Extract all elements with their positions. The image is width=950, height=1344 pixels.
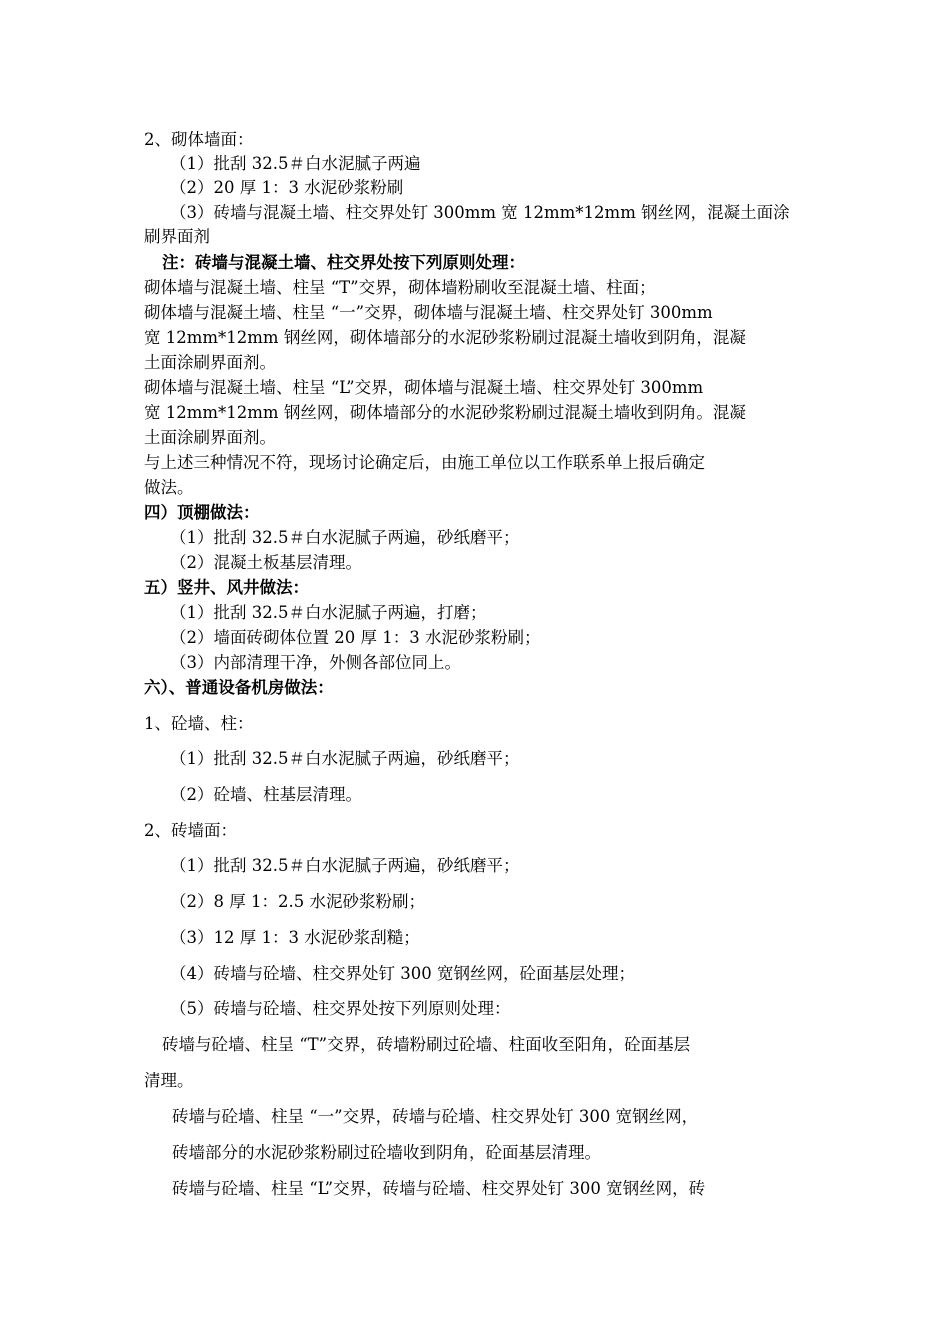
item-masonry-3: （3）砖墙与混凝土墙、柱交界处钉 300mm 宽 12mm*12mm 钢丝网，混凝土面涂 (170, 203, 790, 222)
item-ceiling-2: （2）混凝土板基层清理。 (170, 553, 362, 572)
note-l-junction-2: 宽 12mm*12mm 钢丝网，砌体墙部分的水泥砂浆粉刷过混凝土墙收到阴角。混凝 (144, 403, 746, 422)
brick-l-junction: 砖墙与砼墙、柱呈 “L”交界，砖墙与砼墙、柱交界处钉 300 宽钢丝网，砖 (172, 1179, 706, 1198)
note-straight-junction-3: 土面涂刷界面剂。 (144, 353, 276, 372)
note-l-junction-3: 土面涂刷界面剂。 (144, 428, 276, 447)
item-brick-4: （4）砖墙与砼墙、柱交界处钉 300 宽钢丝网，砼面基层处理； (170, 964, 635, 983)
note-other-cases: 与上述三种情况不符，现场讨论确定后，由施工单位以工作联系单上报后确定 (144, 453, 705, 472)
brick-t-junction-2: 清理。 (144, 1071, 194, 1090)
heading-masonry-wall: 2、砌体墙面： (144, 130, 254, 149)
note-t-junction: 砌体墙与混凝土墙、柱呈 “T”交界，砌体墙粉刷收至混凝土墙、柱面； (144, 278, 656, 297)
heading-concrete-wall: 1、砼墙、柱： (144, 714, 254, 733)
item-brick-5: （5）砖墙与砼墙、柱交界处按下列原则处理： (170, 999, 511, 1018)
item-brick-3: （3）12 厚 1：3 水泥砂浆刮糙； (170, 928, 420, 947)
item-shaft-1: （1）批刮 32.5＃白水泥腻子两遍，打磨； (170, 603, 487, 622)
section-ceiling-heading: 四）顶棚做法： (144, 503, 260, 522)
note-l-junction: 砌体墙与混凝土墙、柱呈 “L”交界，砌体墙与混凝土墙、柱交界处钉 300mm (144, 378, 704, 397)
item-brick-1: （1）批刮 32.5＃白水泥腻子两遍，砂纸磨平； (170, 856, 520, 875)
item-brick-2: （2）8 厚 1：2.5 水泥砂浆粉刷； (170, 892, 425, 911)
item-masonry-3-cont: 刷界面剂 (144, 227, 210, 246)
note-heading: 注：砖墙与混凝土墙、柱交界处按下列原则处理： (162, 253, 525, 272)
item-shaft-3: （3）内部清理干净，外侧各部位同上。 (170, 653, 461, 672)
note-straight-junction-2: 宽 12mm*12mm 钢丝网，砌体墙部分的水泥砂浆粉刷过混凝土墙收到阴角，混凝 (144, 328, 746, 347)
note-other-cases-2: 做法。 (144, 478, 194, 497)
note-straight-junction: 砌体墙与混凝土墙、柱呈 “一”交界，砌体墙与混凝土墙、柱交界处钉 300mm (144, 303, 713, 322)
brick-t-junction: 砖墙与砼墙、柱呈 “T”交界，砖墙粉刷过砼墙、柱面收至阳角，砼面基层 (162, 1035, 691, 1054)
section-shaft-heading: 五）竖井、风井做法： (144, 578, 309, 597)
brick-straight-junction-2: 砖墙部分的水泥砂浆粉刷过砼墙收到阴角，砼面基层清理。 (172, 1143, 601, 1162)
brick-straight-junction: 砖墙与砼墙、柱呈 “一”交界，砖墙与砼墙、柱交界处钉 300 宽钢丝网， (172, 1107, 699, 1126)
section-machine-room-heading: 六）、普通设备机房做法： (144, 678, 334, 697)
item-concrete-2: （2）砼墙、柱基层清理。 (170, 785, 362, 804)
item-masonry-1: （1）批刮 32.5＃白水泥腻子两遍 (170, 154, 421, 173)
item-concrete-1: （1）批刮 32.5＃白水泥腻子两遍，砂纸磨平； (170, 749, 520, 768)
item-shaft-2: （2）墙面砖砌体位置 20 厚 1：3 水泥砂浆粉刷； (170, 628, 541, 647)
item-masonry-2: （2）20 厚 1：3 水泥砂浆粉刷 (170, 178, 404, 197)
item-ceiling-1: （1）批刮 32.5＃白水泥腻子两遍，砂纸磨平； (170, 528, 520, 547)
heading-brick-wall: 2、砖墙面： (144, 821, 237, 840)
